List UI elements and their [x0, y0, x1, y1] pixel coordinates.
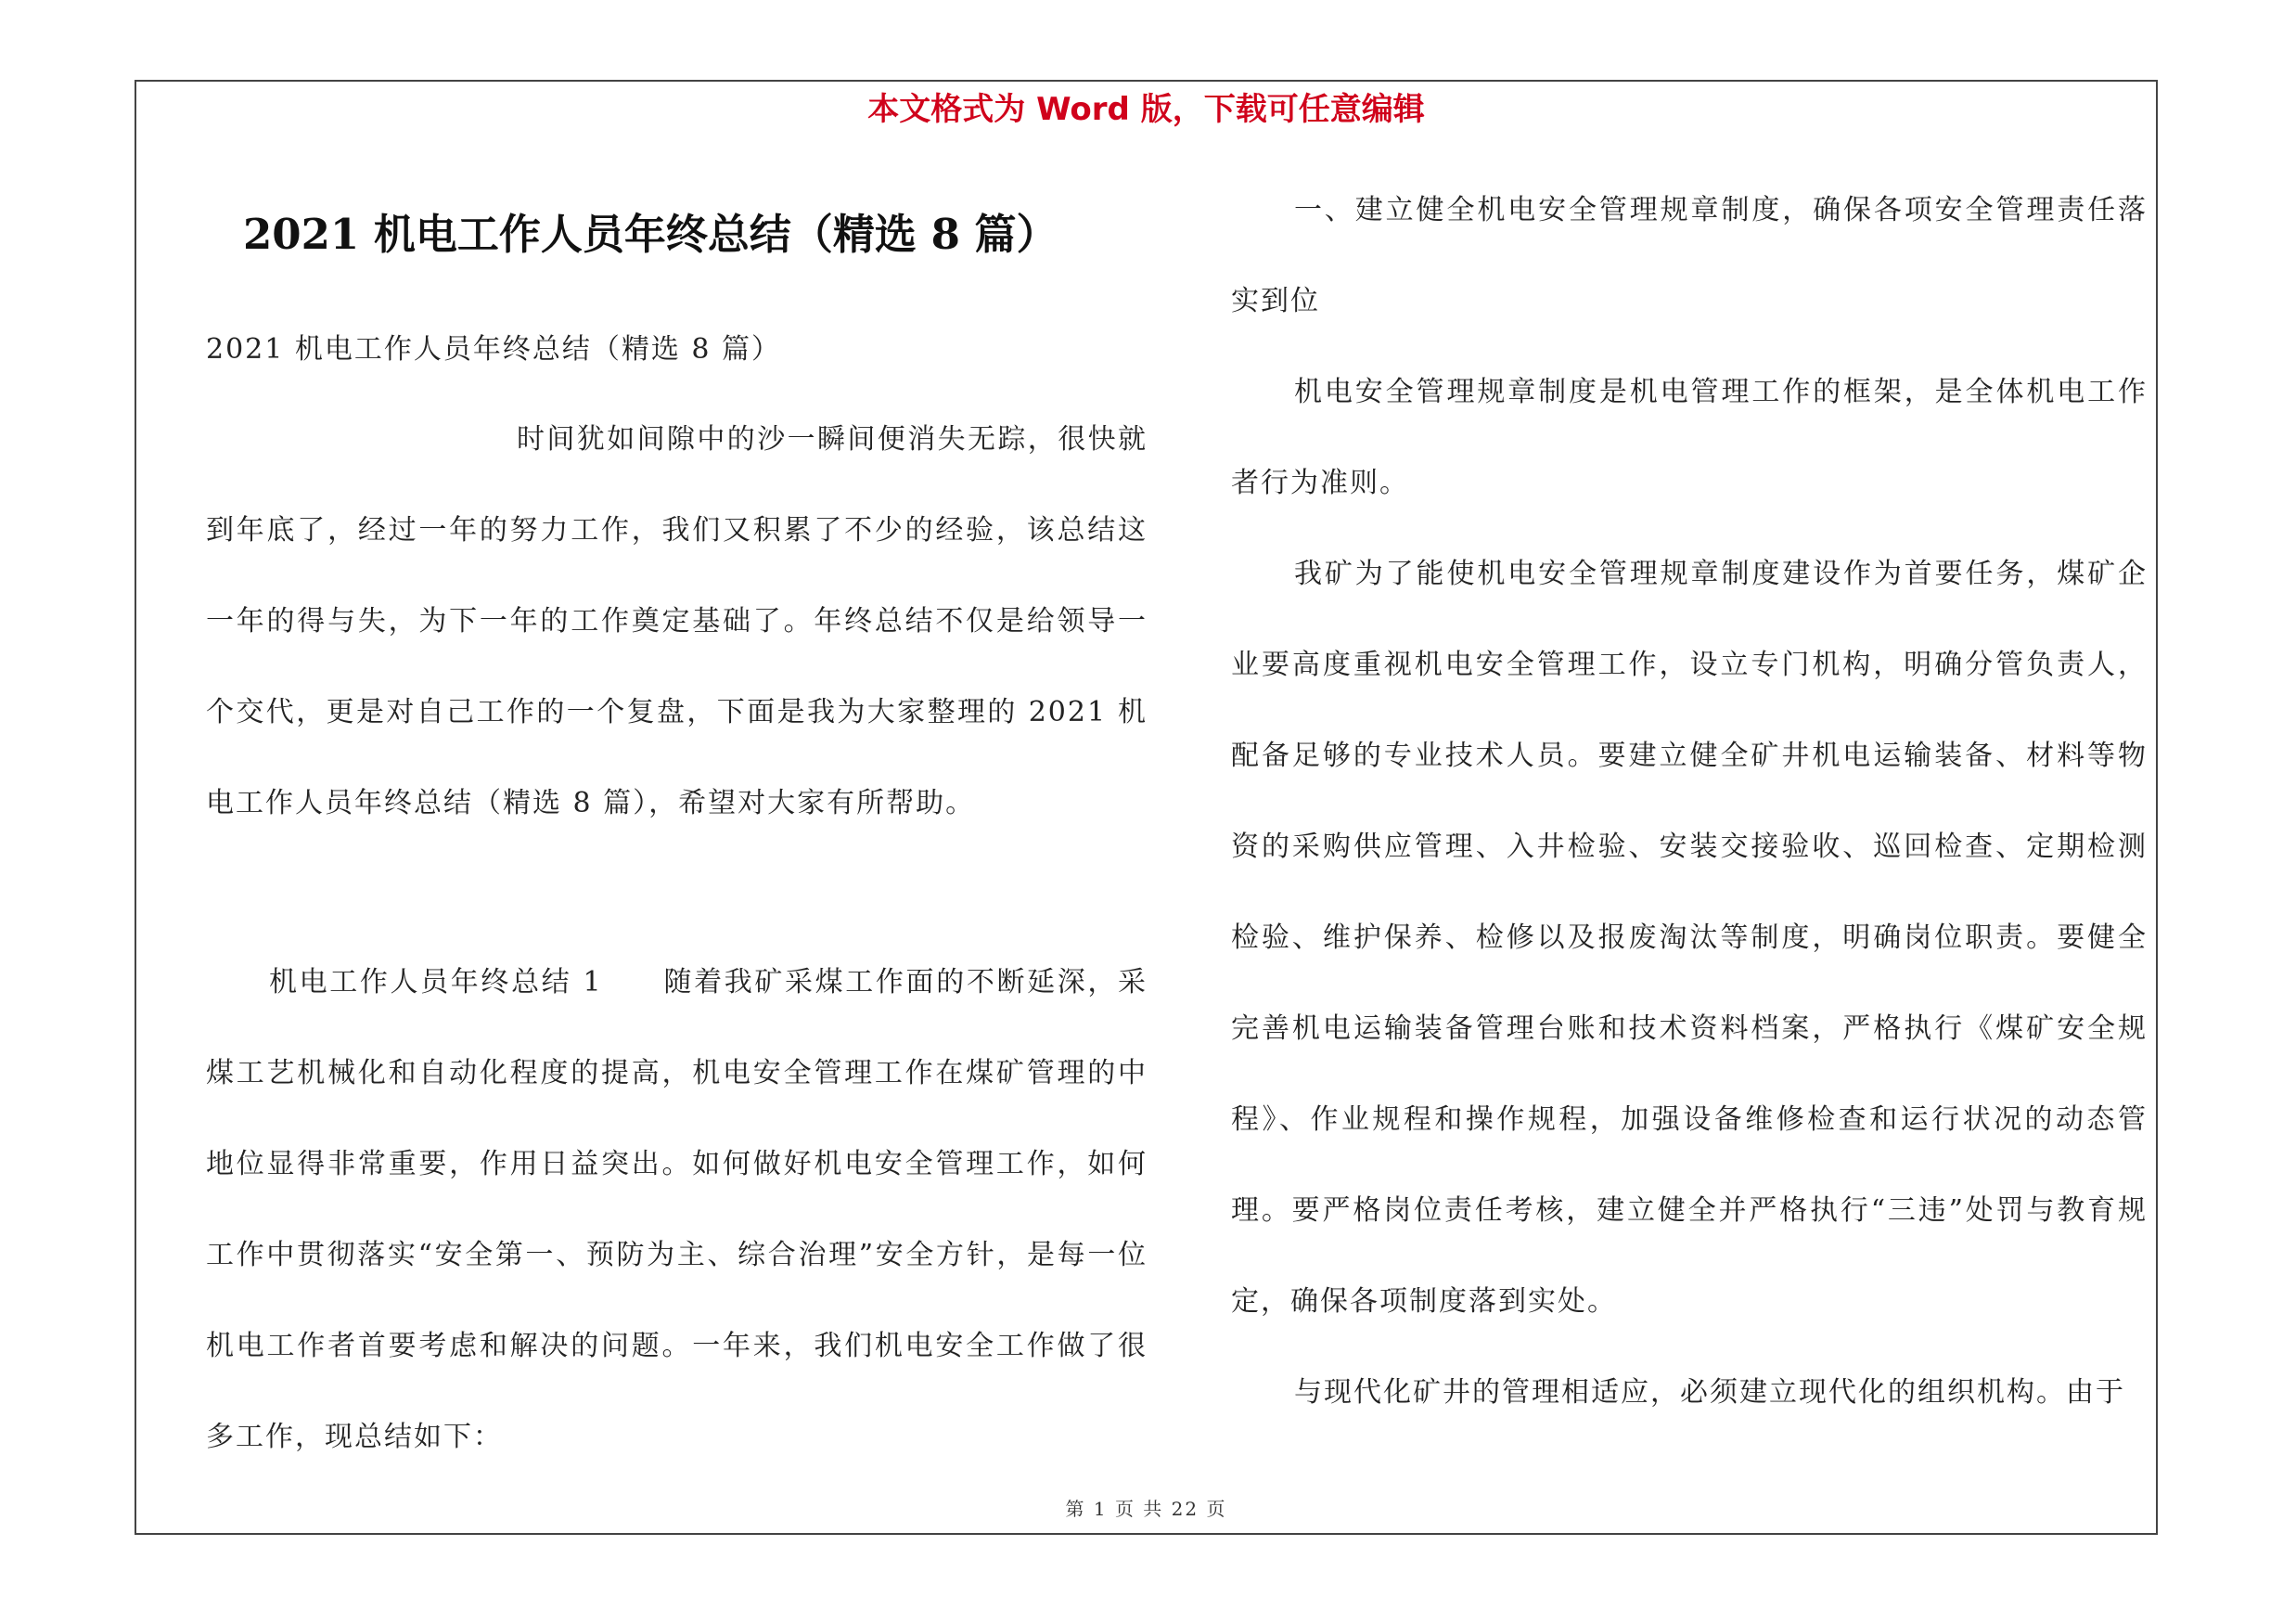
right-column [1231, 165, 2148, 1438]
right-paragraph-2: 我矿为了能使机电安全管理规章制度建设作为首要任务，煤矿企业要高度重视机电安全管理工作，设立专门机构，明确分管负责人，配备足够的专业技术人员。要建立健全矿井机电运输装备、材料等物资的采购供应管理、入井检验、安装交接验收、巡回检查、定期检测检验、维护保养、检修以及报废淘汰等制度，明确岗位职责。要健全完善机电运输装备管理台账和技术资料档案，严格执行《煤矿安全规程》、作业规程和操作规程，加强设备维修检查和运行状况的动态管理。要严格岗位责任考核，建立健全并严格执行“三违”处罚与教育规定，确保各项制度落到实处。 [1231, 558, 2148, 1318]
right-paragraph-3: 与现代化矿井的管理相适应，必须建立现代化的组织机构。由于 [1294, 1376, 2125, 1409]
intro-paragraph: 时间犹如间隙中的沙一瞬间便消失无踪，很快就到年底了，经过一年的努力工作，我们又积累了不少的经验，该总结这一年的得与失，为下一年的工作奠定基础了。年终总结不仅是给领导一个交代，更是对自己工作的一个复盘，下面是我为大家整理的 2021 机电工作人员年终总结（精选 8 篇），希望对大家有所帮助。 [206, 423, 1148, 819]
right-heading: 一、建立健全机电安全管理规章制度，确保各项安全管理责任落实到位 [1231, 194, 2148, 317]
document-subtitle: 2021 机电工作人员年终总结（精选 8 篇） [206, 333, 782, 366]
word-format-banner: 本文格式为 Word 版，下载可任意编辑 [867, 91, 1425, 128]
page-number-footer: 第 1 页 共 22 页 [1065, 1498, 1227, 1520]
section-1-paragraph: 机电工作人员年终总结 1 随着我矿采煤工作面的不断延深，采煤工艺机械化和自动化程度的提高，机电安全管理工作在煤矿管理的中地位显得非常重要，作用日益突出。如何做好机电安全管理工作，如何工作中贯彻落实“安全第一、预防为主、综合治理”安全方针，是每一位机电工作者首要考虑和解决的问题。一年来，我们机电安全工作做了很多工作，现总结如下： [206, 966, 1148, 1453]
right-paragraph-1: 机电安全管理规章制度是机电管理工作的框架，是全体机电工作者行为准则。 [1231, 376, 2148, 499]
document-title: 2021 机电工作人员年终总结（精选 8 篇） [243, 210, 1058, 259]
